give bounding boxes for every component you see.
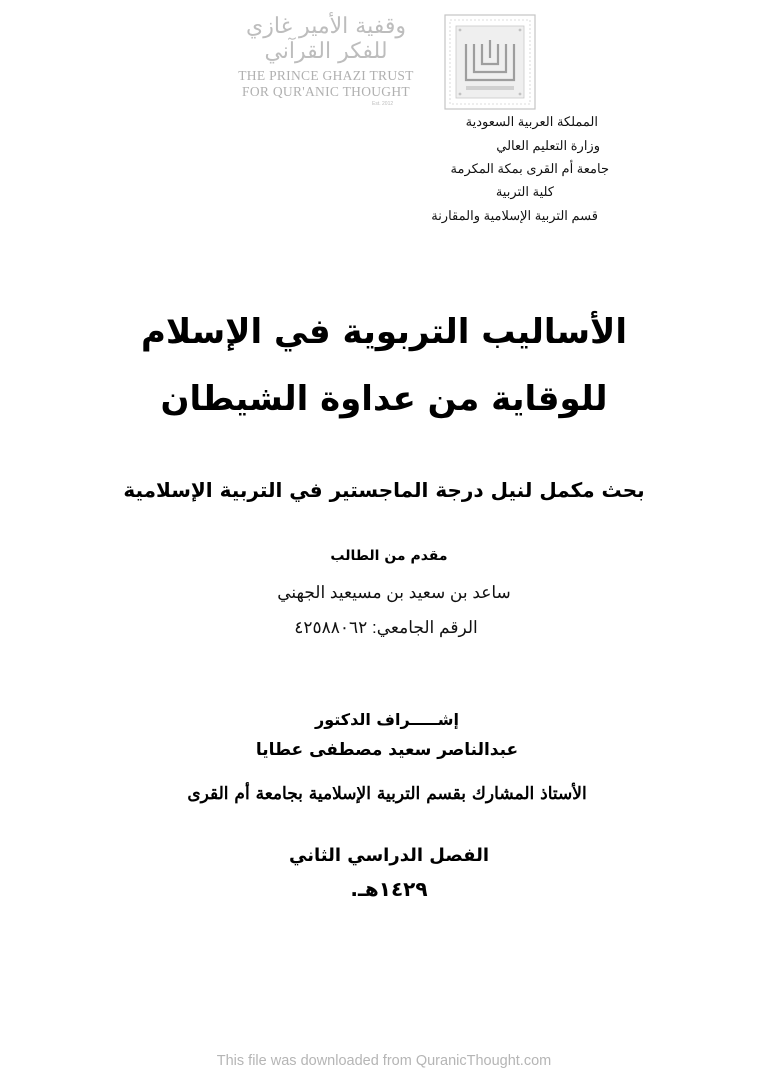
logo-english-line1: THE PRINCE GHAZI TRUST	[238, 68, 414, 83]
presented-by-label: مقدم من الطالب	[330, 548, 448, 564]
supervisor-position: الأستاذ المشارك بقسم التربية الإسلامية بجامعة أم القرى	[187, 784, 587, 804]
supervisor-name: عبدالناصر سعيد مصطفى عطايا	[255, 740, 519, 760]
download-footer: This file was downloaded from QuranicThought.com	[216, 1053, 552, 1069]
student-name: ساعد بن سعيد بن مسيعيد الجهني	[277, 583, 511, 602]
thesis-title-line1: الأساليب التربوية في الإسلام	[140, 312, 628, 352]
institution-line-ministry: وزارة التعليم العالي	[496, 138, 600, 153]
student-id: الرقم الجامعي: ٤٢٥٨٨٠٦٢	[294, 618, 478, 637]
trust-logo	[222, 8, 544, 108]
semester: الفصل الدراسي الثاني	[289, 845, 489, 866]
logo-english-line2: FOR QUR'ANIC THOUGHT	[242, 84, 410, 99]
institution-line-college: كلية التربية	[495, 184, 554, 199]
supervision-label: إشـــــراف الدكتور	[315, 710, 459, 729]
institution-line-university: جامعة أم القرى بمكة المكرمة	[450, 161, 609, 176]
logo-arabic-text: وقفية الأمير غازي للفكر القرآني	[246, 14, 406, 64]
hijri-year: ١٤٢٩هـ.	[350, 877, 428, 901]
logo-small-text: Est. 2012	[372, 101, 394, 107]
thesis-subtitle: بحث مكمل لنيل درجة الماجستير في التربية الإسلامية	[123, 478, 645, 502]
institution-line-department: قسم التربية الإسلامية والمقارنة	[431, 208, 598, 223]
trust-emblem-icon	[444, 14, 536, 110]
thesis-title-line2: للوقاية من عداوة الشيطان	[160, 379, 608, 419]
institution-line-kingdom: المملكة العربية السعودية	[465, 114, 598, 129]
